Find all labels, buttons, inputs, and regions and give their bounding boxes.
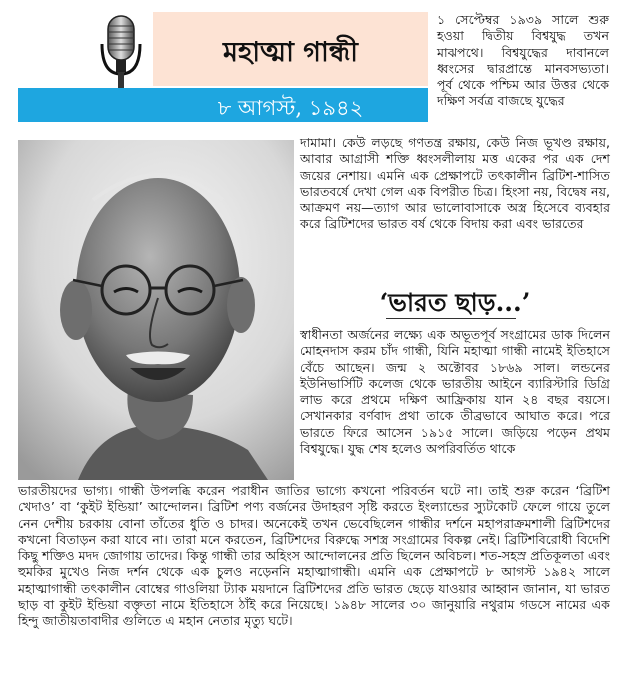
article-paragraph-4: ভারতীয়দের ভাগ্য। গান্ধী উপলব্ধি করেন পরাধীন জাতির ভাগ্যে কখনো পরিবর্তন ঘটে না। তাই শুরু করেন ‘ব্রিটিশ খেদাও’ বা ‘কুইট ইন্ডিয়া’ আন্দোলন। ব্রিটিশ পণ্য বর্জনের উদাহরণ সৃষ্টি করতে ইংল্যান্ডের স্যুটকোট ফেলে গায়ে তুলে নেন দেশীয় চরকায় বোনা তাঁতের ধুতি ও চাদর। অনেকেই তখন ভেবেছিলেন গান্ধীর দর্শনে মহাপরাক্রমশালী ব্রিটিশদের কখনো বিতাড়ন করা যাবে না। তারা মনে করতেন, ব্রিটিশদের বিরুদ্ধে সশস্ত্র সংগ্রামের বিকল্প নেই। ব্রিটিশবিরোধী বিদেশি কিছু শক্তিও মদদ জোগায় তাদের। কিন্তু গান্ধী তার অহিংস আন্দোলনের প্রতি ছিলেন অবিচল। শত-সহস্র প্রতিকূলতা এবং হুমকির মুখেও নিজ দর্শন থেকে এক চুলও নড়েননি মহাত্মাগান্ধী। এমনি এক প্রেক্ষাপটে ৮ আগস্ট ১৯৪২ সালে মহাত্মাগান্ধী তৎকালীন বোম্বের গাওলিয়া ট্যাক ময়দানে ব্রিটিশদের প্রতি ভারত ছেড়ে যাওয়ার আহ্বান জানান, যা ভারত ছাড় বা কুইট ইন্ডিয়া বক্তৃতা নামে ইতিহাসে ঠাঁই করে নিয়েছে। ১৯৪৮ সালের ৩০ জানুয়ারি নথুরাম গডসে নামের এক হিন্দু জাতীয়তাবাদীর গুলিতে এ মহান নেতার মৃত্যু ঘটে। bbox=[18, 483, 610, 629]
date-band bbox=[18, 88, 428, 122]
feature-header bbox=[0, 0, 428, 126]
article-paragraph-3: স্বাধীনতা অর্জনের লক্ষ্যে এক অভূতপূর্ব সংগ্রামের ডাক দিলেন মোহনদাস করম চাঁদ গান্ধী, যিনি মহাত্মা গান্ধী নামেই ইতিহাসে বেঁচে আছেন। জন্ম ২ অক্টোবর ১৮৬৯ সাল। লন্ডনের ইউনিভার্সিটি কলেজ থেকে ভারতীয় আইনে ব্যারিস্টারি ডিগ্রি লাভ করে প্রথমে দক্ষিণ আফ্রিকায় যান ২৪ বছর বয়সে। সেখানকার বর্ণবাদ প্রথা তাকে তীব্রভাবে আঘাত করে। পরে ভারতে ফিরে আসেন ১৯১৫ সালে। জড়িয়ে পড়েন প্রথম বিশ্বযুদ্ধে। যুদ্ধ শেষ হলেও অপরিবর্তিত থাকে bbox=[300, 327, 610, 457]
article-paragraph-2: দামামা। কেউ লড়ছে গণতন্ত্র রক্ষায়, কেউ নিজ ভূখণ্ড রক্ষায়, আবার আগ্রাসী শক্তি ধ্বংসলীলায় মত্ত একের পর এক দেশ জয়ের নেশায়। এমনি এক প্রেক্ষাপটে তৎকালীন ব্রিটিশ-শাসিত ভারতবর্ষে দেখা গেল এক বিপরীত চিত্র। হিংসা নয়, বিদ্বেষ নয়, আক্রমণ নয়—ত্যাগ আর ভালোবাসাকে অস্ত্র হিসেবে ব্যবহার করে ব্রিটিশদের ভারত বর্ষ থেকে বিদায় করা এবং ভারতের bbox=[300, 135, 610, 232]
subheading-underline bbox=[386, 318, 516, 319]
page-title: মহাত্মা গান্ধী bbox=[223, 37, 358, 68]
page-date: ৮ আগস্ট, ১৯৪২ bbox=[217, 96, 364, 120]
title-band bbox=[153, 12, 428, 86]
article-subheading: ‘ভারত ছাড়...’ bbox=[379, 288, 531, 317]
portrait-photo bbox=[18, 140, 294, 480]
article-paragraph-1: ১ সেপ্টেম্বর ১৯৩৯ সালে শুরু হওয়া দ্বিতীয় বিশ্বযুদ্ধ তখন মাঝপথে। বিশ্বযুদ্ধের দাবানলে ধ্বংসের দ্বারপ্রান্তে মানবসভ্যতা। পূর্ব থেকে পশ্চিম আর উত্তর থেকে দক্ষিণ সর্বত্র বাজছে যুদ্ধের bbox=[437, 12, 609, 109]
